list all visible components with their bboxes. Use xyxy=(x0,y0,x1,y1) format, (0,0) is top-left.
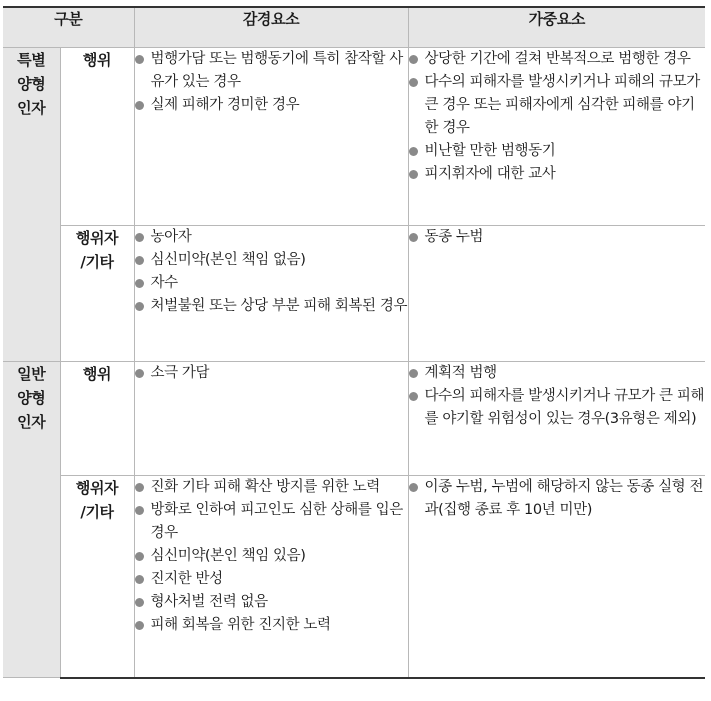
bullet-icon xyxy=(409,483,418,492)
bullet-icon xyxy=(409,392,418,401)
group-general-factors: 일반 양형 인자 xyxy=(3,362,60,678)
row-type-actor-other: 행위자 /기타 xyxy=(60,476,134,678)
aggravating-cell xyxy=(408,362,705,476)
header-category: 구분 xyxy=(3,7,134,48)
list-item: 동종 누범 xyxy=(409,226,706,249)
bullet-icon xyxy=(135,302,144,311)
list-item: 농아자 xyxy=(135,226,408,249)
bullet-icon xyxy=(135,552,144,561)
mitigating-cell xyxy=(134,476,408,678)
list-item: 처벌불원 또는 상당 부분 피해 회복된 경우 xyxy=(135,295,408,318)
table-row xyxy=(3,226,705,362)
list-item: 소극 가담 xyxy=(135,362,408,385)
list-item: 범행가담 또는 범행동기에 특히 참작할 사유가 있는 경우 xyxy=(135,48,408,94)
list-item: 심신미약(본인 책임 있음) xyxy=(135,545,408,568)
list-item: 다수의 피해자를 발생시키거나 규모가 큰 피해를 야기할 위험성이 있는 경우(3유형은 제외) xyxy=(409,385,706,431)
bullet-icon xyxy=(135,55,144,64)
bullet-icon xyxy=(135,575,144,584)
list-item: 진화 기타 피해 확산 방지를 위한 노력 xyxy=(135,476,408,499)
bullet-icon xyxy=(135,483,144,492)
header-row xyxy=(3,7,705,48)
header-mitigating: 감경요소 xyxy=(134,7,408,48)
list-item: 다수의 피해자를 발생시키거나 피해의 규모가 큰 경우 또는 피해자에게 심각한 피해를 야기한 경우 xyxy=(409,71,706,140)
sentencing-factor-table xyxy=(3,6,705,679)
list-item: 이종 누범, 누범에 해당하지 않는 동종 실형 전과(집행 종료 후 10년 미만) xyxy=(409,476,706,522)
bullet-icon xyxy=(409,78,418,87)
bullet-icon xyxy=(409,55,418,64)
bullet-icon xyxy=(135,101,144,110)
bullet-icon xyxy=(135,279,144,288)
list-item: 실제 피해가 경미한 경우 xyxy=(135,94,408,117)
list-item: 피해 회복을 위한 진지한 노력 xyxy=(135,614,408,637)
aggravating-cell xyxy=(408,476,705,678)
list-item: 방화로 인하여 피고인도 심한 상해를 입은 경우 xyxy=(135,499,408,545)
list-item: 계획적 범행 xyxy=(409,362,706,385)
list-item: 심신미약(본인 책임 없음) xyxy=(135,249,408,272)
bullet-icon xyxy=(409,147,418,156)
mitigating-cell xyxy=(134,226,408,362)
list-item: 형사처벌 전력 없음 xyxy=(135,591,408,614)
bullet-icon xyxy=(135,621,144,630)
mitigating-cell xyxy=(134,362,408,476)
mitigating-cell xyxy=(134,48,408,226)
list-item: 상당한 기간에 걸쳐 반복적으로 범행한 경우 xyxy=(409,48,706,71)
header-aggravating: 가중요소 xyxy=(408,7,705,48)
list-item: 비난할 만한 범행동기 xyxy=(409,140,706,163)
bullet-icon xyxy=(135,256,144,265)
list-item: 피지휘자에 대한 교사 xyxy=(409,163,706,186)
row-type-act: 행위 xyxy=(60,48,134,226)
table-row xyxy=(3,362,705,476)
bullet-icon xyxy=(135,598,144,607)
bullet-icon xyxy=(135,233,144,242)
bullet-icon xyxy=(409,170,418,179)
row-type-act: 행위 xyxy=(60,362,134,476)
aggravating-cell xyxy=(408,226,705,362)
bullet-icon xyxy=(409,369,418,378)
list-item: 진지한 반성 xyxy=(135,568,408,591)
row-type-actor-other: 행위자 /기타 xyxy=(60,226,134,362)
bullet-icon xyxy=(409,233,418,242)
table-row xyxy=(3,476,705,678)
table-row xyxy=(3,48,705,226)
bullet-icon xyxy=(135,506,144,515)
group-special-factors: 특별 양형 인자 xyxy=(3,48,60,362)
list-item: 자수 xyxy=(135,272,408,295)
bullet-icon xyxy=(135,369,144,378)
aggravating-cell xyxy=(408,48,705,226)
